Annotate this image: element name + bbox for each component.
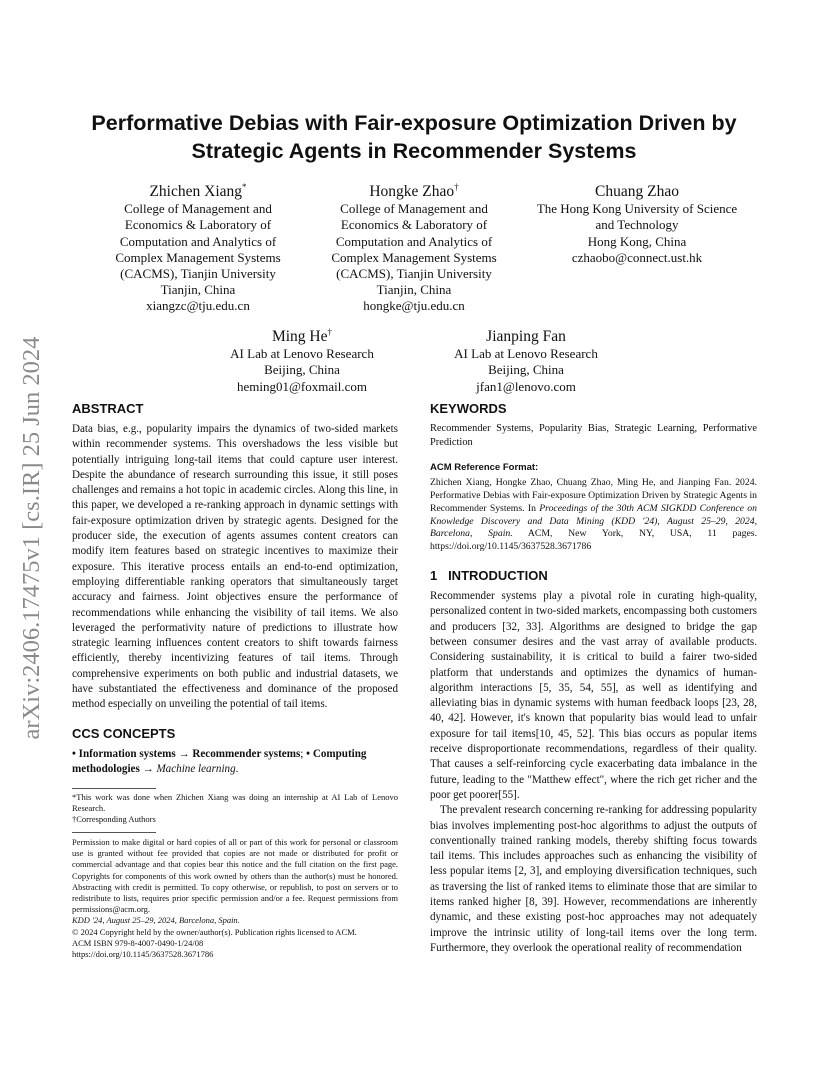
abstract-heading: ABSTRACT — [72, 401, 144, 416]
author-affiliation: AI Lab at Lenovo Research — [230, 346, 374, 362]
copyright-line: © 2024 Copyright held by the owner/author(s). Publication rights licensed to ACM. — [72, 926, 357, 937]
isbn-line: ACM ISBN 979-8-4007-0490-1/24/08 — [72, 937, 204, 948]
doi-line[interactable]: https://doi.org/10.1145/3637528.3671786 — [72, 949, 214, 960]
footnotes — [72, 792, 398, 826]
permission-text: Permission to make digital or hard copies of all or part of this work for personal or classroom use is granted without fee provided that copies are not made or distributed for profit or commercial advantage and that copies bear this notice and the full citation on the first page. Copyrights for components of this work owned by others than the author(s) must be honored. Abstracting with credit is permitted. To copy otherwise, or republish, to post on servers or to redistribute to lists, requires prior specific permission and/or a fee. Request permissions from permissions@acm.org. — [72, 837, 398, 915]
author-affiliation: Economics & Laboratory of — [124, 217, 272, 233]
author-affiliation: Computation and Analytics of — [335, 233, 493, 249]
author-email: jfan1@lenovo.com — [476, 378, 576, 394]
author-name: Jianping Fan — [486, 328, 566, 346]
author-affiliation: Hong Kong, China — [587, 233, 687, 249]
keywords-heading: KEYWORDS — [430, 401, 507, 416]
author-name: Chuang Zhao — [595, 183, 679, 201]
footnote-corresponding: †Corresponding Authors — [72, 814, 156, 825]
introduction-heading: 1 INTRODUCTION — [430, 568, 548, 584]
left-column — [72, 401, 398, 777]
author-affiliation: Computation and Analytics of — [119, 233, 277, 249]
author-block-3 — [528, 178, 746, 266]
permission-rule — [72, 832, 156, 833]
author-email: xiangzc@tju.edu.cn — [146, 298, 250, 314]
arxiv-identifier: arXiv:2406.17475v1 [cs.IR] 25 Jun 2024 — [18, 336, 45, 740]
acm-reference-heading: ACM Reference Format: — [430, 462, 539, 473]
author-affiliation: Tianjin, China — [376, 282, 452, 298]
author-affiliation: Tianjin, China — [160, 282, 236, 298]
author-affiliation: The Hong Kong University of Science — [536, 201, 738, 217]
author-affiliation: Complex Management Systems — [331, 249, 497, 265]
author-affiliation: Complex Management Systems — [115, 249, 281, 265]
author-affiliation: Beijing, China — [488, 362, 564, 378]
right-column — [430, 401, 757, 956]
permission-block — [72, 837, 398, 960]
author-affiliation: and Technology — [595, 217, 679, 233]
author-block-4 — [212, 323, 392, 395]
footnote-internship: *This work was done when Zhichen Xiang was doing an internship at AI Lab of Lenovo Research. — [72, 792, 398, 814]
author-affiliation: Economics & Laboratory of — [340, 217, 488, 233]
abstract-text: Data bias, e.g., popularity impairs the dynamics of two-sided markets within recommender systems. This overshadows the less visible but potentially intriguing long-tail items that could capture user interest. Despite the abundance of research surrounding this issue, it still poses challenges and remains a hot topic in academic circles. Along this line, in this paper, we developed a re-ranking approach in dynamic settings with fair-exposure optimization driven by strategic agents. Designed for the producer side, the execution of agents assumes content creators can modify item features based on strategic incentives to maximize their exposure. This iterative process entails an end-to-end optimization, employing differentiable ranking operators that simultaneously target accuracy and fairness. Joint objectives ensure the performance of recommendations while enhancing the visibility of tail items. We also leveraged the performativity nature of predictions to illustrate how strategic learning influences content creators to shift towards fairness efficiently, thereby incentivizing features of tail items. Through comprehensive experiments on both public and industrial datasets, we have substantiated the effectiveness and dominance of the proposed method especially on unveiling the potential of tail items. — [72, 423, 398, 711]
author-name: Ming He† — [271, 327, 333, 346]
author-affiliation: Beijing, China — [264, 362, 340, 378]
author-email: czhaobo@connect.ust.hk — [571, 249, 703, 265]
author-affiliation: (CACMS), Tianjin University — [336, 265, 492, 281]
author-affiliation: (CACMS), Tianjin University — [120, 265, 276, 281]
author-name: Zhichen Xiang* — [149, 182, 247, 201]
author-email: heming01@foxmail.com — [236, 378, 368, 394]
author-block-1 — [100, 178, 296, 315]
author-block-5 — [436, 323, 616, 395]
intro-paragraph-1: Recommender systems play a pivotal role in curating high-quality, personalized content in two-sided markets, encompassing both customers and producers [32, 33]. Algorithms are designed to bridge the gap between consumer desires and the vast array of available products. Considering sustainability, it is critical to build a fairer two-sided platform that understands and optimizes the dynamics of human-algorithm interactions [5, 35, 54, 55], as well as identifying and alleviating bias in dynamic systems with human feedback loops [23, 28, 40, 42]. However, it's known that popularity bias would lead to unfair exposure for tail items[10, 45, 52]. This bias occurs as popular items receive disproportionate recommendations, regardless of their quality. That causes a self-reinforcing cycle exacerbating data imbalance in the future, leading to the "Matthew effect", where the rich get richer and the poor get poorer[55]. — [430, 590, 757, 801]
author-email: hongke@tju.edu.cn — [363, 298, 465, 314]
author-name: Hongke Zhao† — [369, 182, 459, 201]
acm-reference-text: Zhichen Xiang, Hongke Zhao, Chuang Zhao, Ming He, and Jianping Fan. 2024. Performative Debias with Fair-exposure Optimization Driven by Strategic Agents in Recommender Systems. In Proceedings of the 30th ACM SIGKDD Conference on Knowledge Discovery and Data Mining (KDD '24), August 25–29, 2024, Barcelona, Spain. ACM, New York, NY, USA, 11 pages. https://doi.org/10.1145/3637528.3671786 — [430, 477, 757, 553]
author-block-2 — [316, 178, 512, 315]
keywords-text: Recommender Systems, Popularity Bias, Strategic Learning, Performative Prediction — [430, 423, 757, 448]
ccs-concepts: • Information systems → Recommender systems; • Computing methodologies → Machine learning. — [72, 747, 367, 775]
paper-title: Performative Debias with Fair-exposure Optimization Driven by Strategic Agents in Recommender Systems — [91, 111, 737, 163]
author-affiliation: College of Management and — [124, 201, 272, 217]
author-affiliation: College of Management and — [340, 201, 488, 217]
author-affiliation: AI Lab at Lenovo Research — [454, 346, 598, 362]
footnote-rule — [72, 788, 156, 789]
ccs-heading: CCS CONCEPTS — [72, 725, 176, 741]
venue-line: KDD '24, August 25–29, 2024, Barcelona, Spain. — [72, 915, 240, 926]
intro-paragraph-2: The prevalent research concerning re-ranking for addressing popularity bias involves implementing post-hoc algorithms to adjust the outputs of conventionally trained ranking models, thereby shifting focus towards tail items. This includes approaches such as enhancing the visibility of less popular items [2, 3], and employing diversification techniques, such as traversing the list of ranked items to eliminate those that are similar to items ranked higher [8, 39]. However, recommendations are inherently dynamic, and these existing post-hoc approaches may not adequately improve the intrinsic utility of long-tail items over the long term. Furthermore, they overlook the operational reality of recommendation — [430, 804, 757, 954]
